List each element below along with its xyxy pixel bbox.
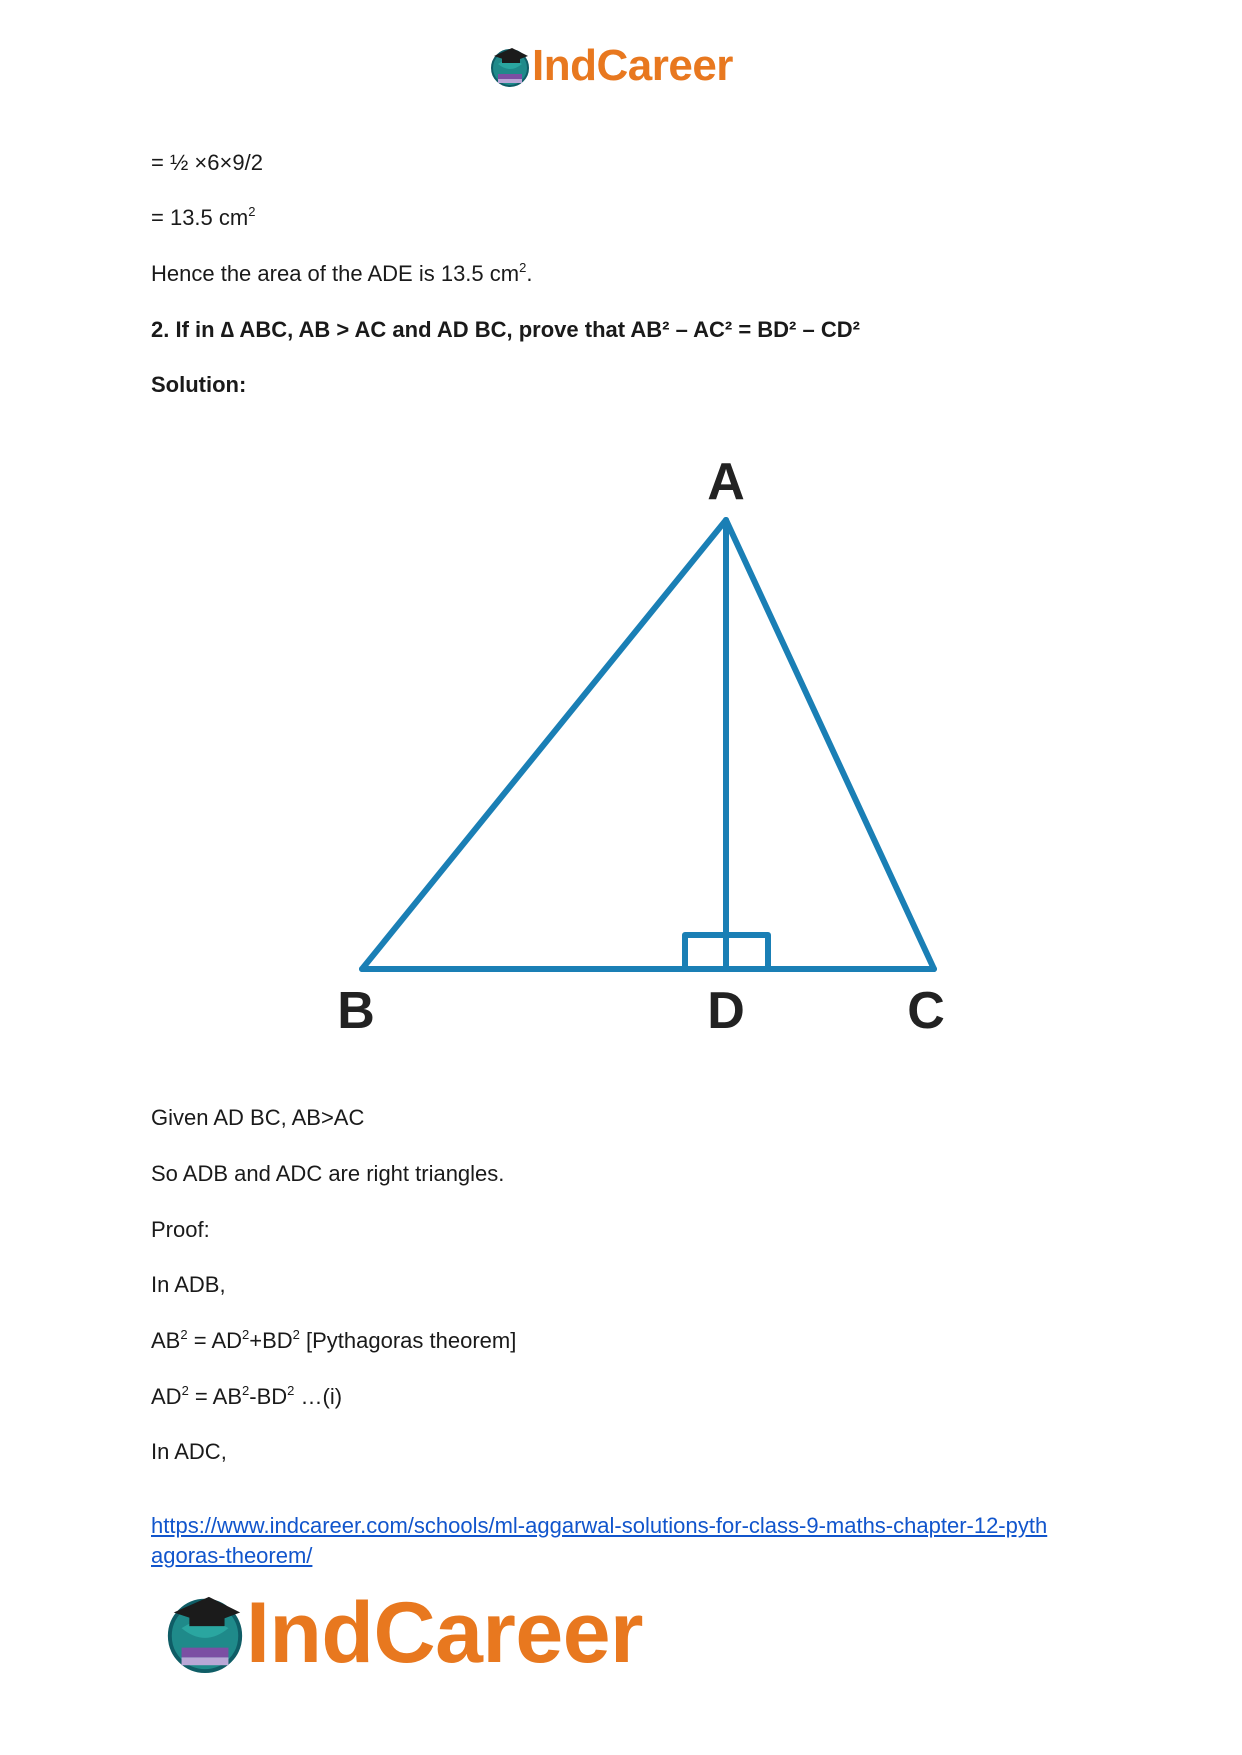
eq1-sup-1: 2 bbox=[180, 1327, 188, 1342]
vertex-label-c: C bbox=[907, 982, 945, 1040]
in-adb-line: In ADB, bbox=[151, 1272, 226, 1297]
area-value-sup: 2 bbox=[248, 204, 256, 219]
eq2-part-c: -BD bbox=[249, 1384, 288, 1409]
eq1-part-b: = AD bbox=[187, 1328, 243, 1353]
triangle-lines bbox=[362, 520, 934, 969]
footer-logo[interactable] bbox=[162, 1583, 702, 1683]
solution-label: Solution: bbox=[151, 372, 247, 397]
footer-logo-text: IndCareer bbox=[246, 1585, 643, 1681]
area-conclusion-sup: 2 bbox=[519, 260, 527, 275]
source-url-line-2[interactable]: agoras-theorem/ bbox=[151, 1543, 313, 1568]
eq2-part-d: …(i) bbox=[294, 1384, 343, 1409]
equation-one bbox=[151, 1384, 342, 1410]
proof-label: Proof: bbox=[151, 1217, 210, 1242]
eq2-sup-2: 2 bbox=[242, 1383, 250, 1398]
vertex-label-b: B bbox=[337, 982, 375, 1040]
eq1-part-d: [Pythagoras theorem] bbox=[299, 1328, 517, 1353]
vertex-label-d: D bbox=[707, 982, 745, 1040]
right-triangles-line: So ADB and ADC are right triangles. bbox=[151, 1161, 505, 1186]
source-url-line-1[interactable]: https://www.indcareer.com/schools/ml-aggarwal-solutions-for-class-9-maths-chapter-12-pyth bbox=[151, 1513, 1048, 1538]
area-conclusion-text: Hence the area of the ADE is 13.5 cm bbox=[151, 261, 520, 286]
vertex-label-a: A bbox=[707, 455, 745, 511]
eq2-sup-1: 2 bbox=[181, 1383, 189, 1398]
line-area-value bbox=[151, 205, 255, 231]
eq1-part-c: +BD bbox=[249, 1328, 293, 1353]
line-area-conclusion bbox=[151, 261, 532, 287]
header-logo-text: IndCareer bbox=[532, 41, 733, 90]
in-adc-line: In ADC, bbox=[151, 1439, 227, 1464]
line-half-product: = ½ ×6×9/2 bbox=[151, 150, 263, 175]
eq1-sup-2: 2 bbox=[242, 1327, 250, 1342]
globe-books-icon bbox=[162, 1589, 248, 1675]
eq1-sup-3: 2 bbox=[292, 1327, 300, 1342]
side-ac bbox=[726, 520, 934, 969]
equation-pythagoras bbox=[151, 1328, 516, 1354]
eq2-part-a: AD bbox=[151, 1384, 182, 1409]
eq2-part-b: = AB bbox=[188, 1384, 243, 1409]
given-line: Given AD BC, AB>AC bbox=[151, 1105, 365, 1130]
question-heading: 2. If in ∆ ABC, AB > AC and AD BC, prove that AB² – AC² = BD² – CD² bbox=[151, 317, 860, 342]
area-conclusion-end: . bbox=[526, 261, 533, 286]
area-value-text: = 13.5 cm bbox=[151, 205, 249, 230]
header-logo[interactable] bbox=[488, 40, 768, 92]
side-ab bbox=[362, 520, 726, 969]
triangle-diagram bbox=[320, 455, 960, 1045]
globe-graduation-cap-icon bbox=[488, 44, 532, 88]
eq2-sup-3: 2 bbox=[287, 1383, 295, 1398]
eq1-part-a: AB bbox=[151, 1328, 181, 1353]
